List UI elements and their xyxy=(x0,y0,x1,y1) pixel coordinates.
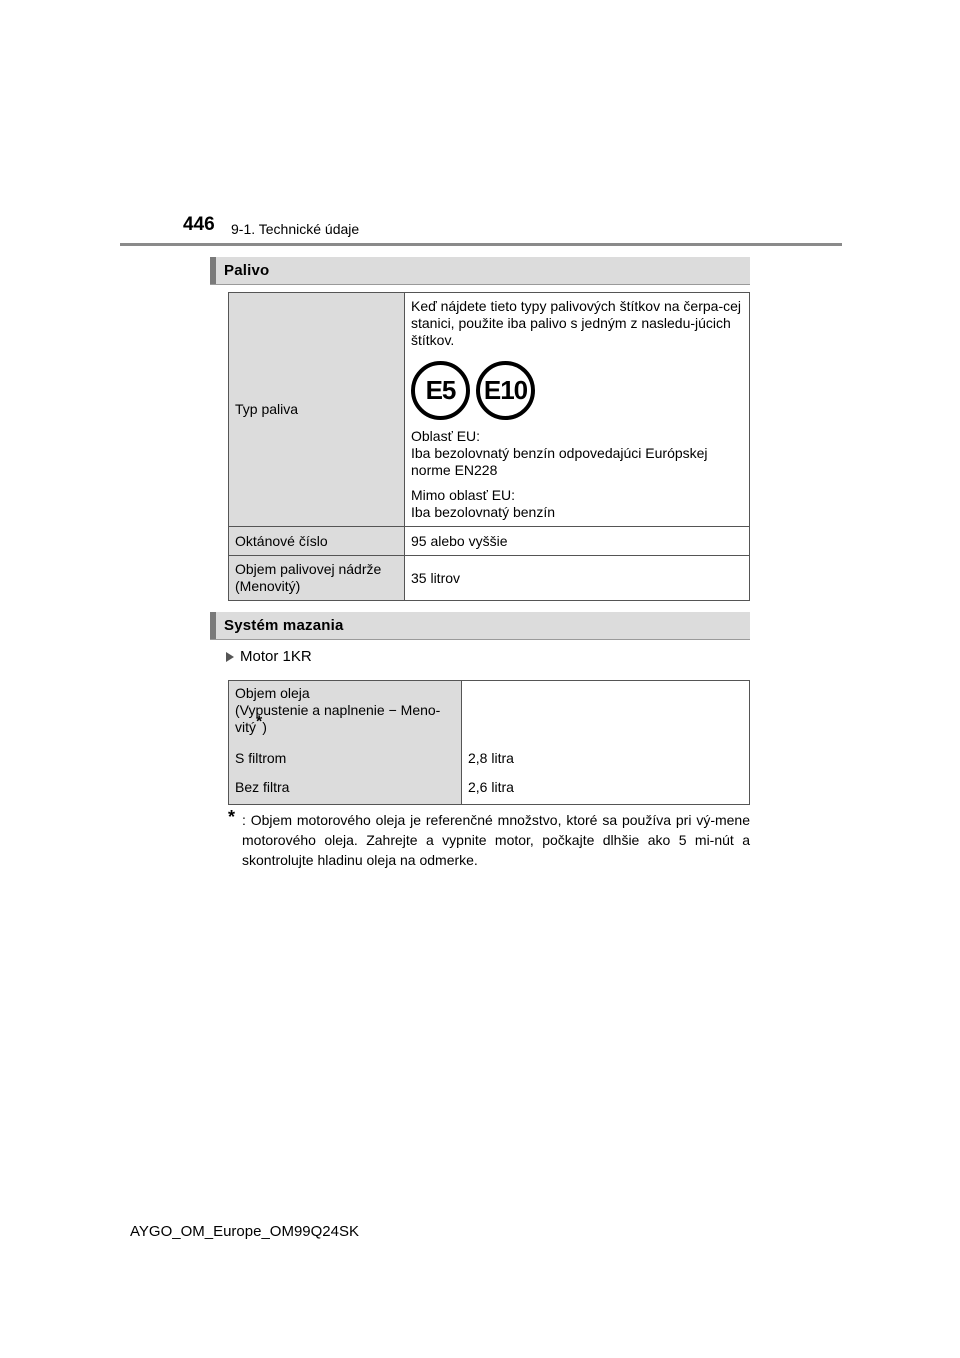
triangle-bullet-icon xyxy=(226,652,234,662)
tank-label: Objem palivovej nádrže (Menovitý) xyxy=(229,556,405,601)
page-number: 446 xyxy=(183,214,215,235)
fuel-section-title: Palivo xyxy=(224,262,270,279)
footnote-mark: * xyxy=(228,807,236,827)
oil-label-close: ) xyxy=(262,719,267,735)
with-filter-value: 2,8 litra xyxy=(462,744,750,773)
tank-value: 35 litrov xyxy=(405,556,750,601)
engine-name: Motor 1KR xyxy=(240,648,312,665)
fuel-label-badges xyxy=(411,361,743,420)
e5-badge: E5 xyxy=(411,361,470,420)
oil-label-line2 xyxy=(235,702,455,736)
table-row xyxy=(229,744,750,773)
noneu-text: Iba bezolovnatý benzín xyxy=(411,504,555,520)
fuel-table xyxy=(228,292,750,601)
lubrication-section-heading xyxy=(210,612,750,640)
octane-label: Oktánové číslo xyxy=(229,527,405,556)
doc-code: AYGO_OM_Europe_OM99Q24SK xyxy=(130,1223,359,1240)
oil-footnote xyxy=(228,807,750,870)
eu-block xyxy=(411,428,743,479)
fuel-type-label: Typ paliva xyxy=(229,293,405,527)
lubrication-section-title: Systém mazania xyxy=(224,617,344,634)
engine-bullet xyxy=(226,648,312,665)
with-filter-label: S filtrom xyxy=(229,744,462,773)
oil-capacity-value xyxy=(462,681,750,745)
oil-capacity-label xyxy=(229,681,462,745)
fuel-type-cell xyxy=(405,293,750,527)
fuel-type-intro: Keď nájdete tieto typy palivových štítkov na čerpa-cej stanici, použite iba palivo s jedným z nasledu-júcich štítkov. xyxy=(411,298,741,348)
noneu-label: Mimo oblasť EU: xyxy=(411,487,516,503)
table-row xyxy=(229,556,750,601)
header-rule xyxy=(120,243,842,246)
table-row xyxy=(229,681,750,745)
footnote-text: : Objem motorového oleja je referenčné množstvo, ktoré sa používa pri vý-mene motorového oleja. Zahrejte a vypnite motor, počkajte dlhšie ako 5 mi-nút a skontrolujte hladinu oleja na odmerke. xyxy=(242,812,750,868)
fuel-section-heading xyxy=(210,257,750,285)
table-row xyxy=(229,293,750,527)
oil-label-line1: Objem oleja xyxy=(235,685,310,701)
without-filter-value: 2,6 litra xyxy=(462,773,750,805)
oil-table xyxy=(228,680,750,805)
table-row xyxy=(229,527,750,556)
eu-text: Iba bezolovnatý benzín odpovedajúci Európskej norme EN228 xyxy=(411,445,708,478)
section-title: 9-1. Technické údaje xyxy=(231,221,360,237)
noneu-block xyxy=(411,487,743,521)
without-filter-label: Bez filtra xyxy=(229,773,462,805)
octane-value: 95 alebo vyššie xyxy=(405,527,750,556)
eu-label: Oblasť EU: xyxy=(411,428,481,444)
footnote-star: * xyxy=(256,713,263,731)
table-row xyxy=(229,773,750,805)
oil-label-text: (Vypustenie a naplnenie − Meno-vitý xyxy=(235,702,441,735)
e10-badge: E10 xyxy=(476,361,535,420)
